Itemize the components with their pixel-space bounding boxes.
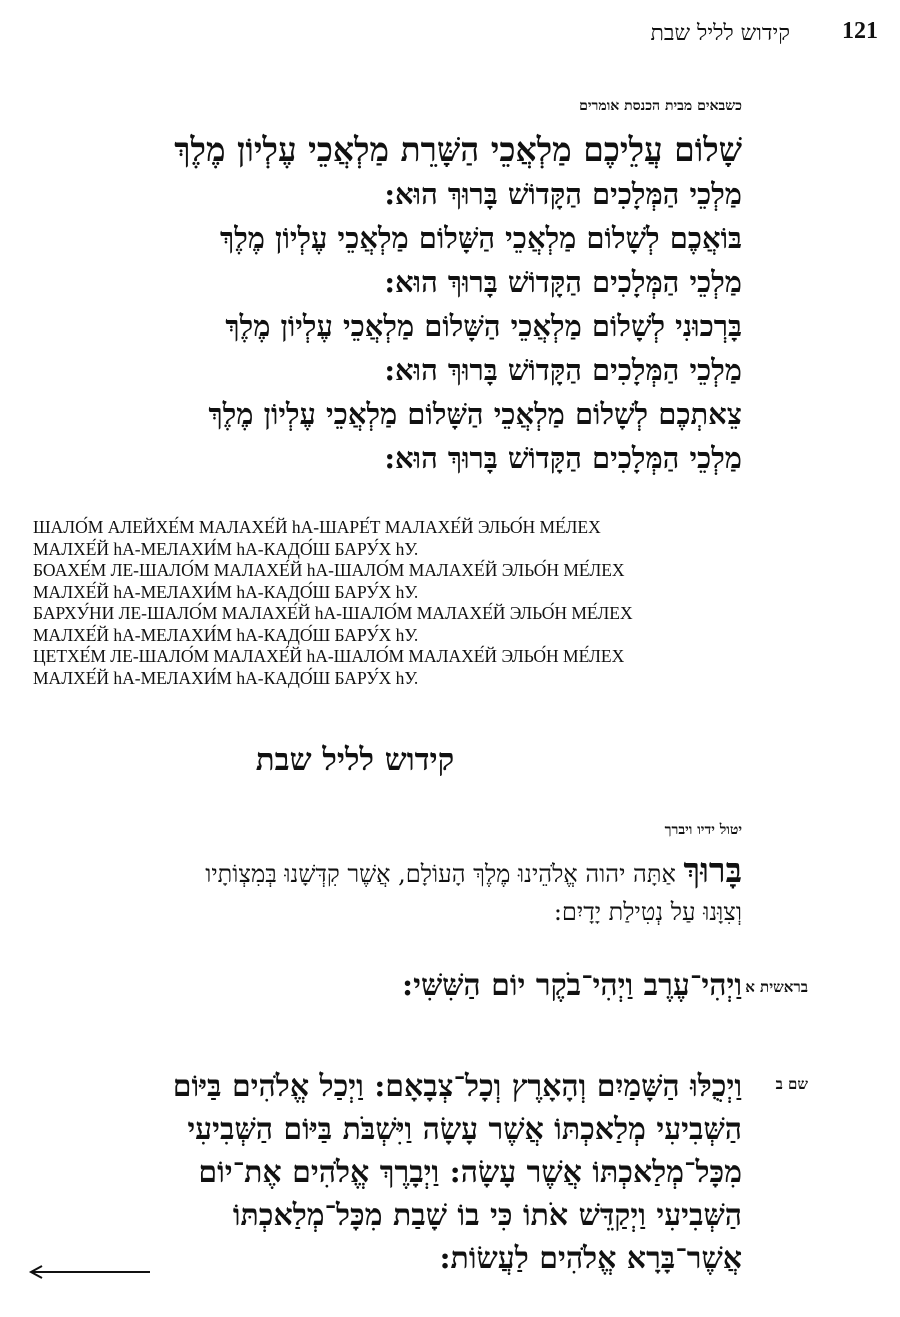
stanza-line: מַלְכֵי הַמְּלָכִים הַקָּדוֹשׁ בָּרוּךְ הוּא: — [384, 177, 742, 211]
intro-instruction: כשבאים מבית הכנסת אומרים — [579, 98, 742, 114]
stanza-line: מַלְכֵי הַמְּלָכִים הַקָּדוֹשׁ בָּרוּךְ הוּא: — [384, 441, 742, 475]
stanza-line: מַלְכֵי הַמְּלָכִים הַקָּדוֹשׁ בָּרוּךְ הוּא: — [384, 265, 742, 299]
section-title: קידוש לליל שבת — [255, 742, 455, 778]
blessing-line: וְצִוָּנוּ עַל נְטִילַת יָדָיִם: — [553, 898, 742, 926]
running-title: קידוש לליל שבת — [650, 21, 790, 46]
margin-reference: שם ב — [775, 1075, 808, 1093]
stanza-line: בָּרְכוּנִי לְשָׁלוֹם מַלְאֲכֵי הַשָּׁלוֹם מַלְאֲכֵי עֶלְיוֹן מֶלֶךְ — [225, 309, 742, 343]
stanza-line: בּוֹאֲכֶם לְשָׁלוֹם מַלְאֲכֵי הַשָּׁלוֹם מַלְאֲכֵי עֶלְיוֹן מֶלֶךְ — [219, 221, 742, 255]
passage-line: הַשְּׁבִיעִי וַיְקַדֵּשׁ אֹתוֹ כִּי בוֹ שָׁבַת מִכָּל־מְלַאכְתּוֹ — [232, 1198, 742, 1233]
transliteration-block — [33, 517, 723, 689]
handwashing-instruction: יטול ידיו ויברך — [664, 822, 742, 838]
shalom-aleichem-stanza — [142, 392, 742, 480]
page-header — [0, 0, 900, 60]
translit-line: МАЛХЕ́Й hА-МЕЛАХИ́М hА-КАДО́Ш БАРУ́Х hУ. — [33, 581, 419, 602]
page-number: 121 — [842, 18, 878, 44]
blessing-text: אַתָּה יהוה אֱלֹהֵינוּ מֶלֶךְ הָעוֹלָם, אֲשֶׁר קִדְּשָׁנוּ בְּמִצְוֹתָיו — [205, 860, 676, 888]
passage-line: הַשְּׁבִיעִי מְלַאכְתּוֹ אֲשֶׁר עָשָׂה וַיִּשְׁבֹּת בַּיּוֹם הַשְּׁבִיעִי — [187, 1112, 742, 1147]
shalom-aleichem-stanza — [142, 304, 742, 392]
translit-line: БОАХЕ́М ЛЕ-ШАЛО́М МАЛАХЕ́Й hА-ШАЛО́М МАЛАХЕ́Й ЭЛЬО́Н МЕ́ЛЕХ — [33, 560, 625, 580]
blessing-first-word: בָּרוּךְ — [683, 851, 742, 891]
continue-arrow-icon — [28, 1265, 152, 1279]
shalom-aleichem-stanza — [142, 216, 742, 304]
translit-line: МАЛХЕ́Й hА-МЕЛАХИ́М hА-КАДО́Ш БАРУ́Х hУ. — [33, 667, 419, 688]
translit-line: МАЛХЕ́Й hА-МЕЛАХИ́М hА-КАДО́Ш БАРУ́Х hУ. — [33, 538, 419, 559]
stanza-line: שָׁלוֹם עֲלֵיכֶם מַלְאֲכֵי הַשָּׁרֵת מַלְאֲכֵי עֶלְיוֹן מֶלֶךְ — [174, 130, 742, 169]
translit-line: ЦЕТХЕ́М ЛЕ-ШАЛО́М МАЛАХЕ́Й hА-ШАЛО́М МАЛАХЕ́Й ЭЛЬО́Н МЕ́ЛЕХ — [33, 646, 625, 666]
handwashing-blessing — [162, 852, 742, 931]
passage-line: אֲשֶׁר־בָּרָא אֱלֹהִים לַעֲשׂוֹת: — [439, 1241, 742, 1276]
passage-line: מִכָּל־מְלַאכְתּוֹ אֲשֶׁר עָשָׂה: וַיְבָרֶךְ אֱלֹהִים אֶת־יוֹם — [198, 1155, 742, 1190]
translit-line: МАЛХЕ́Й hА-МЕЛАХИ́М hА-КАДО́Ш БАРУ́Х hУ. — [33, 624, 419, 645]
blessing-line — [162, 852, 742, 893]
margin-reference: בראשית א — [745, 978, 808, 996]
shalom-aleichem-stanza — [142, 128, 742, 216]
vayehi-verse: וַיְהִי־עֶרֶב וַיְהִי־בֹקֶר יוֹם הַשִּׁשִּׁי: — [402, 968, 742, 1003]
vayechulu-passage — [142, 1065, 742, 1280]
translit-line: БАРХУ́НИ ЛЕ-ШАЛО́М МАЛАХЕ́Й hА-ШАЛО́М МАЛАХЕ́Й ЭЛЬО́Н МЕ́ЛЕХ — [33, 603, 633, 623]
stanza-line: צֵאתְכֶם לְשָׁלוֹם מַלְאֲכֵי הַשָּׁלוֹם מַלְאֲכֵי עֶלְיוֹן מֶלֶךְ — [208, 397, 742, 431]
passage-line: וַיְכֻלּוּ הַשָּׁמַיִם וְהָאָרֶץ וְכָל־צְבָאָם: וַיְכַל אֱלֹהִים בַּיּוֹם — [172, 1069, 742, 1104]
translit-line: ШАЛО́М АЛЕЙХЕ́М МАЛАХЕ́Й hА-ШАРЕ́Т МАЛАХЕ́Й ЭЛЬО́Н МЕ́ЛЕХ — [33, 517, 601, 537]
stanza-line: מַלְכֵי הַמְּלָכִים הַקָּדוֹשׁ בָּרוּךְ הוּא: — [384, 353, 742, 387]
